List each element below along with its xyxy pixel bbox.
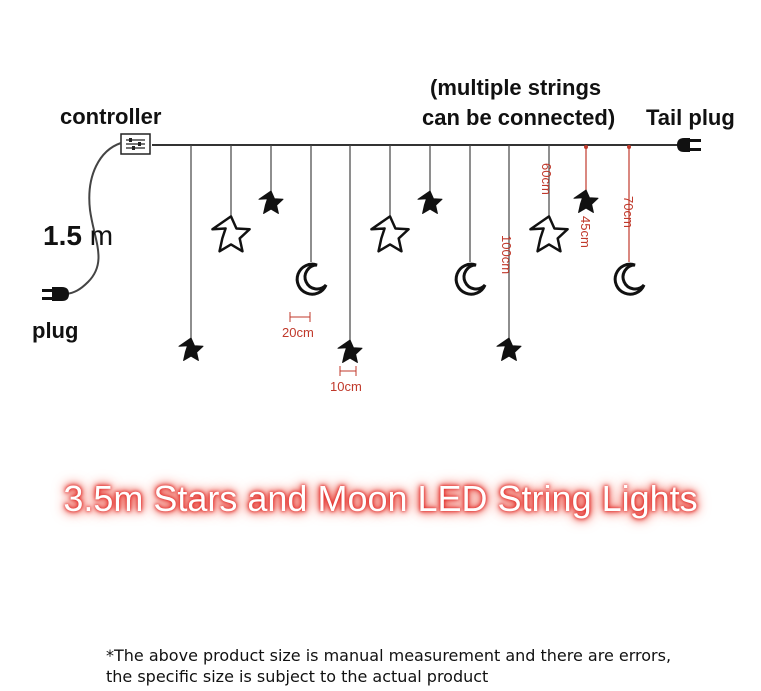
filled-star-icon [338, 340, 362, 363]
wire-anchor-dot [584, 145, 588, 149]
moon-icon [615, 264, 644, 294]
filled-star-icon [259, 191, 283, 214]
filled-star-icon [418, 191, 442, 214]
product-title: 3.5m Stars and Moon LED String Lights [63, 478, 698, 519]
cable-length-label [43, 220, 113, 252]
length-label-100: 100cm [499, 235, 514, 275]
disclaimer-line-2: the specific size is subject to the actual product [106, 667, 489, 686]
small-spacing-dimension [330, 366, 362, 394]
filled-star-icon [574, 190, 598, 213]
tail-plug-label: Tail plug [646, 105, 735, 130]
outline-star-icon [371, 216, 408, 251]
spacing-dimension [282, 312, 314, 340]
tail-plug-icon [677, 138, 701, 152]
plug-icon [42, 287, 69, 301]
cable-length-number: 1.5 [43, 220, 82, 251]
wire-anchor-dot [627, 145, 631, 149]
length-label-70: 70cm [621, 196, 636, 228]
length-label-45: 45cm [578, 216, 593, 248]
multiple-strings-label-line1: (multiple strings [430, 75, 602, 100]
multiple-strings-label-line2: can be connected) [422, 105, 616, 130]
disclaimer-note [106, 645, 671, 687]
moon-icon [456, 264, 485, 294]
cable-length-unit: m [89, 220, 114, 251]
filled-star-icon [179, 338, 203, 361]
outline-star-icon [212, 216, 249, 251]
spacing-label: 20cm [282, 325, 314, 340]
disclaimer-line-1: *The above product size is manual measurement and there are errors, [106, 646, 672, 665]
controller-icon [121, 134, 150, 154]
controller-label: controller [60, 104, 162, 129]
plug-label: plug [32, 318, 79, 343]
outline-star-icon [530, 216, 567, 251]
length-label-60: 60cm [539, 163, 554, 195]
small-spacing-label: 10cm [330, 379, 362, 394]
moon-icon [297, 264, 326, 294]
power-cable [66, 143, 121, 294]
filled-star-icon [497, 338, 521, 361]
